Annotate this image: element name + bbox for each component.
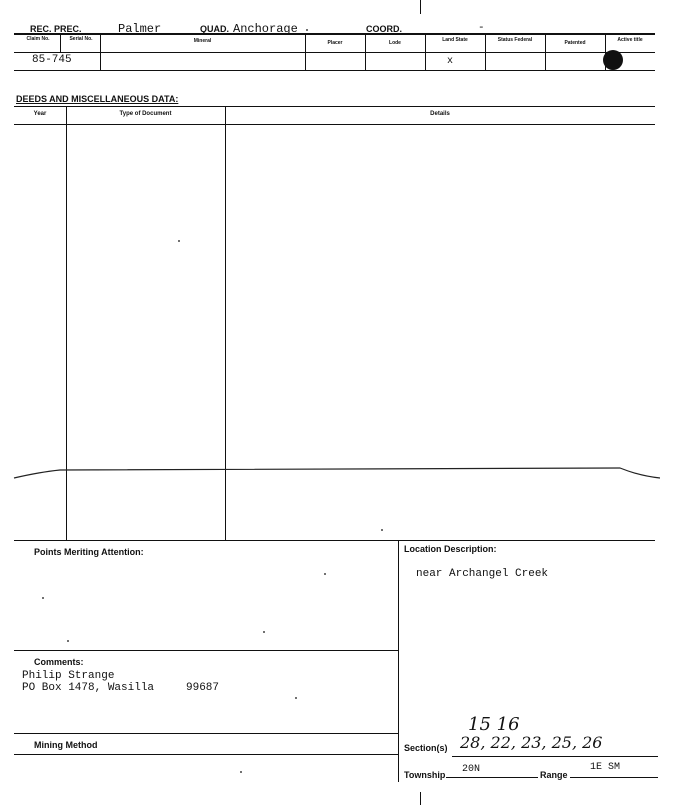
location-label: Location Description: <box>404 544 497 554</box>
township-underline <box>446 777 538 778</box>
claim-table-bottom-border <box>14 70 655 71</box>
col-header-status-federal: Status Federal <box>497 37 533 43</box>
comments-top-border <box>14 650 398 651</box>
col-header-claim-no: Claim No. <box>26 36 50 42</box>
speck <box>178 240 180 242</box>
speck <box>67 640 69 642</box>
speck <box>240 771 242 773</box>
speck <box>381 529 383 531</box>
township-label: Township <box>404 770 446 780</box>
col-header-year: Year <box>33 111 47 117</box>
location-value: near Archangel Creek <box>416 568 549 580</box>
points-label: Points Meriting Attention: <box>34 547 144 557</box>
mining-method-label: Mining Method <box>34 740 98 750</box>
deeds-header-border <box>14 124 655 125</box>
col-header-serial-no: Serial No. <box>69 36 93 42</box>
rec-prec-label: REC. PREC. <box>30 24 82 34</box>
speck <box>263 631 265 633</box>
col-header-details: Details <box>430 111 450 117</box>
mining-method-top-border <box>14 733 398 734</box>
deeds-heading: DEEDS AND MISCELLANEOUS DATA: <box>16 94 179 104</box>
fold-crease <box>0 460 678 490</box>
claim-number-value: 85-745 <box>32 54 72 66</box>
rec-prec-value: Palmer <box>118 22 162 36</box>
col-divider <box>545 34 546 70</box>
deeds-top-border <box>14 106 655 107</box>
speck <box>42 597 44 599</box>
range-underline <box>570 777 658 778</box>
col-header-patented: Patented <box>564 40 586 46</box>
lower-divider <box>398 540 399 782</box>
sections-label: Section(s) <box>404 743 448 753</box>
speck <box>324 573 326 575</box>
comments-label: Comments: <box>34 657 84 667</box>
sections-underline <box>452 756 658 757</box>
deeds-bottom-border <box>14 540 655 541</box>
top-tick <box>420 0 421 14</box>
quad-value: Anchorage <box>233 22 298 36</box>
comments-line-1: Philip Strange <box>22 670 115 682</box>
col-header-lode: Lode <box>389 40 401 46</box>
col-divider <box>305 34 306 70</box>
col-divider <box>60 34 61 52</box>
punch-hole <box>603 50 623 70</box>
comments-line-2: PO Box 1478, Wasilla <box>22 682 155 694</box>
bottom-tick <box>420 792 421 805</box>
township-value: 20N <box>462 764 481 775</box>
sections-handwritten-upper: 15 16 <box>468 714 520 735</box>
mining-method-bottom-border <box>14 754 398 755</box>
range-label: Range <box>540 770 568 780</box>
comments-zip: 99687 <box>186 682 220 694</box>
coord-value: - <box>478 22 485 34</box>
claim-table-top-border <box>14 33 655 35</box>
col-header-active-title: Active title <box>617 37 643 43</box>
col-header-land-state: Land State <box>442 37 468 43</box>
land-state-mark: x <box>447 56 454 67</box>
col-header-placer: Placer <box>327 40 343 46</box>
claim-table-header-border <box>14 52 655 53</box>
col-divider <box>365 34 366 70</box>
range-value: 1E SM <box>590 762 621 773</box>
quad-label: QUAD. <box>200 24 229 34</box>
speck <box>306 29 308 31</box>
sections-handwritten-lower: 28, 22, 23, 25, 26 <box>460 733 603 752</box>
coord-label: COORD. <box>366 24 402 34</box>
col-header-doc-type: Type of Document <box>119 111 172 117</box>
speck <box>295 697 297 699</box>
col-header-mineral: Mineral <box>193 38 212 44</box>
